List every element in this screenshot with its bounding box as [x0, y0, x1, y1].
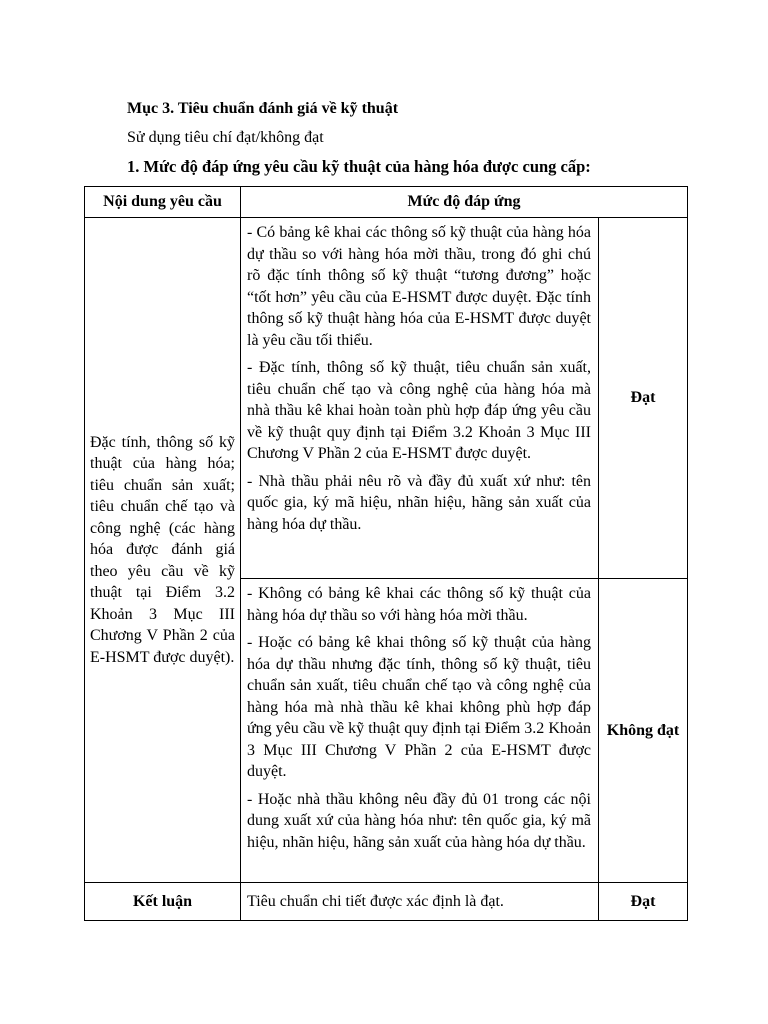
table-header-row: [85, 187, 688, 218]
pass-result: Đạt: [599, 218, 688, 579]
header-level: Mức độ đáp ứng: [241, 187, 688, 218]
criteria-paragraph: - Hoặc có bảng kê khai thông số kỹ thuật của hàng hóa dự thầu nhưng đặc tính, thông số kỹ thuật, tiêu chuẩn sản xuất, tiêu chuẩn chế tạo và công nghệ của hàng hóa mà nhà thầu kê khai không phù hợp đáp ứng yêu cầu về kỹ thuật quy định tại Điểm 3.2 Khoản 3 Mục III Chương V Phần 2 của E-HSMT được duyệt.: [247, 634, 591, 780]
criteria-title: 1. Mức độ đáp ứng yêu cầu kỹ thuật của hàng hóa được cung cấp:: [127, 157, 591, 176]
header-content: Nội dung yêu cầu: [85, 187, 241, 218]
pass-criteria-cell: [241, 218, 599, 579]
requirement-cell: Đặc tính, thông số kỹ thuật của hàng hóa; tiêu chuẩn sản xuất; tiêu chuẩn chế tạo và công nghệ (các hàng hóa được đánh giá theo yêu cầu về kỹ thuật tại Điểm 3.2 Khoản 3 Mục III Chương V Phần 2 của E-HSMT được duyệt).: [85, 218, 241, 883]
section-heading: Mục 3. Tiêu chuẩn đánh giá về kỹ thuật: [127, 100, 399, 117]
criteria-paragraph: - Không có bảng kê khai các thông số kỹ thuật của hàng hóa dự thầu so với hàng hóa mời thầu.: [247, 585, 591, 624]
fail-result: Không đạt: [599, 579, 688, 883]
fail-criteria-cell: [241, 579, 599, 883]
conclusion-text: Tiêu chuẩn chi tiết được xác định là đạt.: [241, 883, 599, 921]
table-row: [85, 218, 688, 579]
criteria-paragraph: - Đặc tính, thông số kỹ thuật, tiêu chuẩn sản xuất, tiêu chuẩn chế tạo và công nghệ của hàng hóa mà nhà thầu kê khai hoàn toàn phù hợp đáp ứng yêu cầu về kỹ thuật quy định tại Điểm 3.2 Khoản 3 Mục III Chương V Phần 2 của E-HSMT được duyệt.: [247, 359, 591, 462]
section-subheading: Sử dụng tiêu chí đạt/không đạt: [127, 129, 324, 146]
conclusion-label: Kết luận: [85, 883, 241, 921]
criteria-paragraph: - Hoặc nhà thầu không nêu đầy đủ 01 trong các nội dung xuất xứ của hàng hóa như: tên quốc gia, ký mã hiệu, nhãn hiệu, hãng sản xuất của hàng hóa dự thầu.: [247, 790, 591, 851]
conclusion-result: Đạt: [599, 883, 688, 921]
conclusion-row: [85, 883, 688, 921]
criteria-paragraph: - Có bảng kê khai các thông số kỹ thuật của hàng hóa dự thầu so với hàng hóa mời thầu, trong đó ghi chú rõ đặc tính thông số kỹ thuật “tương đương” hoặc “tốt hơn” yêu cầu của E-HSMT được duyệt. Đặc tính thông số kỹ thuật hàng hóa của E-HSMT được duyệt là yêu cầu tối thiểu.: [247, 224, 591, 349]
criteria-paragraph: - Nhà thầu phải nêu rõ và đầy đủ xuất xứ như: tên quốc gia, ký mã hiệu, nhãn hiệu, hãng sản xuất của hàng hóa dự thầu.: [247, 472, 591, 533]
criteria-table: [84, 186, 688, 921]
